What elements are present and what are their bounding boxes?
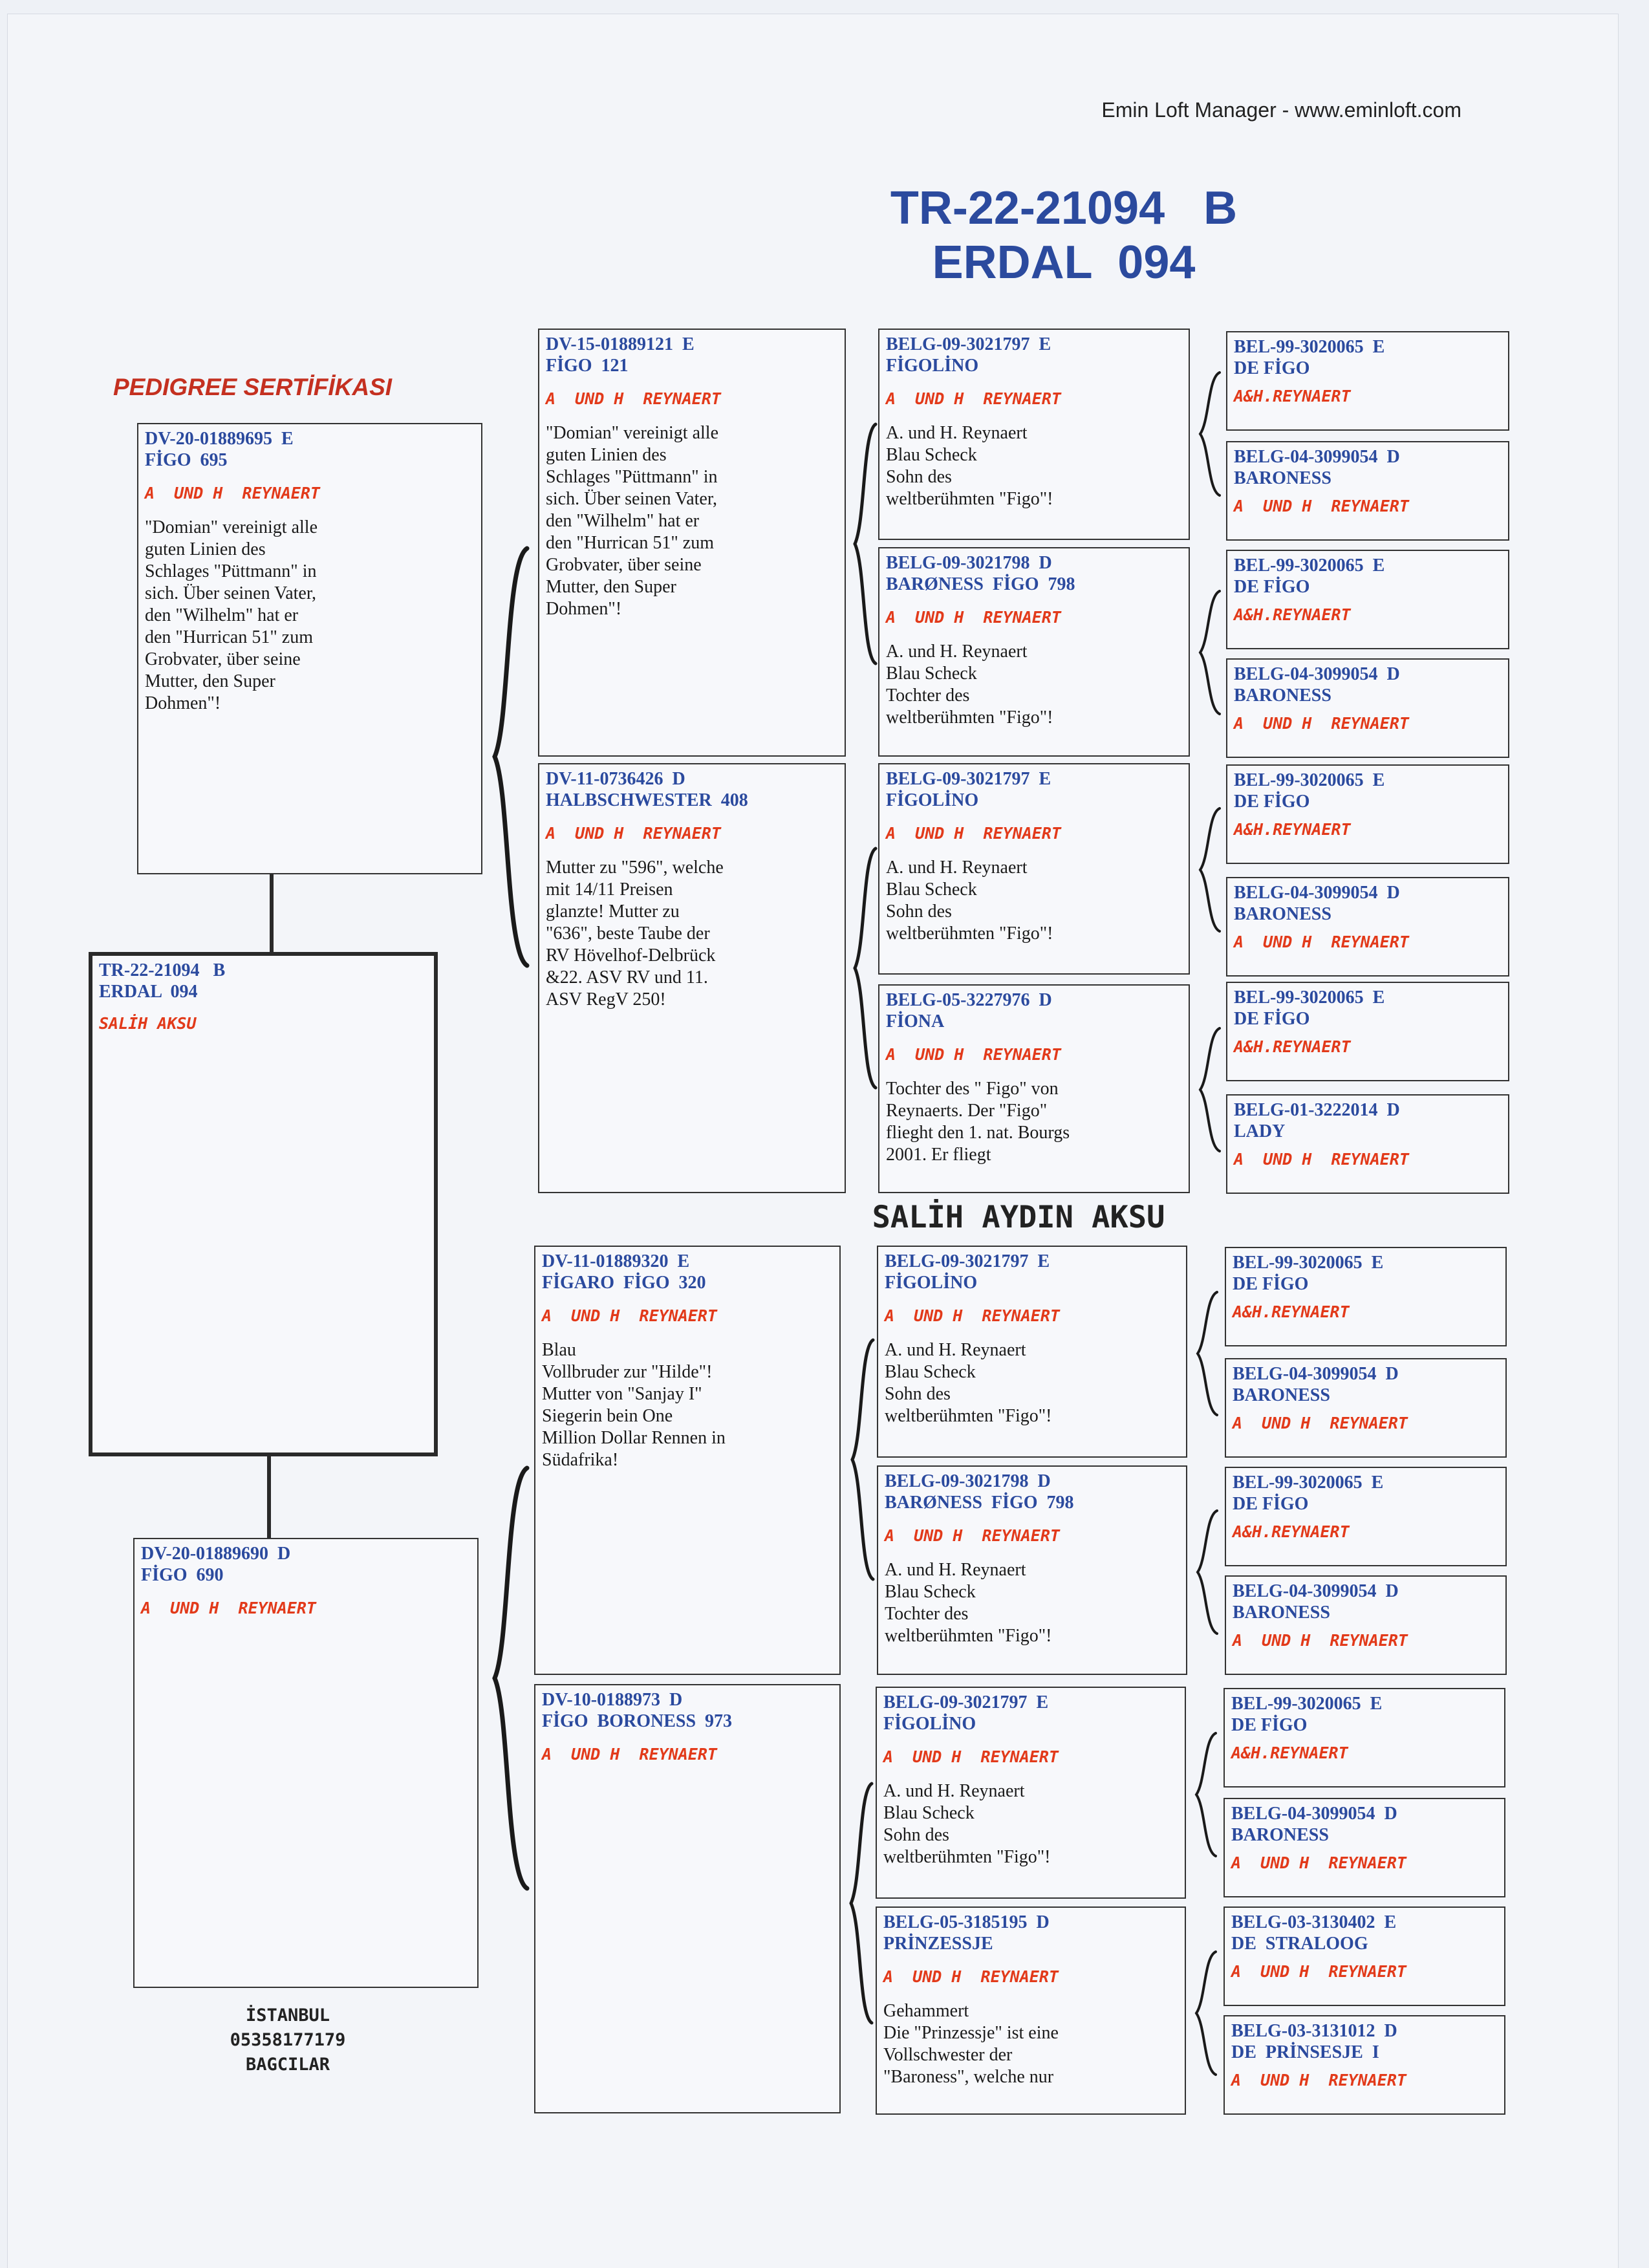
gen4-ring: BELG-03-3130402 E — [1231, 1912, 1397, 1932]
gen4-owner: A&H.REYNAERT — [1233, 1302, 1350, 1321]
gen4-ring: BEL-99-3020065 E — [1233, 1473, 1384, 1493]
gen4-ring: BELG-03-3131012 D — [1231, 2021, 1397, 2041]
gen4-box[interactable] — [1226, 550, 1509, 649]
gen4-owner: A UND H REYNAERT — [1234, 1150, 1409, 1169]
father-box[interactable] — [137, 423, 482, 874]
mother-name: FİGO 690 — [141, 1565, 224, 1585]
brace-great-grandparent — [1196, 808, 1222, 931]
great-grandparent-name: BARØNESS FİGO 798 — [885, 1493, 1074, 1513]
grandparent-box[interactable] — [534, 1684, 841, 2113]
great-grandparent-ring: BELG-09-3021798 D — [885, 1471, 1051, 1491]
mother-ring: DV-20-01889690 D — [141, 1544, 291, 1564]
gen4-name: DE FİGO — [1234, 577, 1310, 597]
subject-owner: SALİH AKSU — [99, 1014, 197, 1033]
great-grandparent-ring: BELG-05-3185195 D — [883, 1912, 1050, 1932]
gen4-name: DE FİGO — [1234, 358, 1310, 378]
gen4-ring: BEL-99-3020065 E — [1234, 337, 1385, 357]
great-grandparent-owner: A UND H REYNAERT — [886, 608, 1061, 627]
gen4-box[interactable] — [1223, 1798, 1505, 1897]
gen4-owner: A&H.REYNAERT — [1231, 1744, 1348, 1762]
brace-grandparent — [848, 1784, 874, 2023]
brace-great-grandparent — [1192, 1952, 1218, 2075]
great-grandparent-note: A. und H. Reynaert Blau Scheck Sohn des weltberühmten "Figo"! — [886, 858, 1053, 944]
great-grandparent-owner: A UND H REYNAERT — [885, 1306, 1060, 1325]
great-grandparent-note: A. und H. Reynaert Blau Scheck Sohn des weltberühmten "Figo"! — [885, 1340, 1052, 1426]
gen4-box[interactable] — [1226, 441, 1509, 541]
grandparent-box[interactable] — [534, 1246, 841, 1675]
great-grandparent-ring: BELG-05-3227976 D — [886, 990, 1052, 1010]
great-grandparent-owner: A UND H REYNAERT — [886, 1045, 1061, 1064]
gen4-owner: A&H.REYNAERT — [1234, 605, 1351, 624]
subject-name: ERDAL 094 — [99, 982, 198, 1002]
gen4-box[interactable] — [1225, 1575, 1507, 1675]
great-grandparent-note: A. und H. Reynaert Blau Scheck Sohn des weltberühmten "Figo"! — [886, 423, 1053, 509]
grandparent-owner: A UND H REYNAERT — [542, 1306, 717, 1325]
great-grandparent-box[interactable] — [877, 1246, 1187, 1458]
page-title — [805, 181, 1322, 290]
gen4-owner: A UND H REYNAERT — [1231, 2071, 1406, 2090]
gen4-name: BARONESS — [1231, 1825, 1329, 1845]
gen4-name: DE FİGO — [1234, 1009, 1310, 1029]
great-grandparent-ring: BELG-09-3021797 E — [886, 769, 1051, 789]
great-grandparent-owner: A UND H REYNAERT — [883, 1967, 1059, 1986]
brace-great-grandparent — [1196, 373, 1222, 495]
gen4-name: DE FİGO — [1234, 792, 1310, 812]
connector-line — [267, 1456, 271, 1539]
gen4-owner: A&H.REYNAERT — [1233, 1522, 1350, 1541]
gen4-owner: A UND H REYNAERT — [1231, 1962, 1406, 1981]
subject-ring: TR-22-21094 B — [99, 960, 226, 980]
grandparent-name: FİGO BORONESS 973 — [542, 1711, 733, 1731]
gen4-ring: BELG-04-3099054 D — [1233, 1581, 1399, 1601]
great-grandparent-owner: A UND H REYNAERT — [885, 1526, 1060, 1545]
grandparent-name: HALBSCHWESTER 408 — [546, 790, 748, 810]
breeder-contact — [200, 2003, 375, 2077]
gen4-ring: BELG-04-3099054 D — [1233, 1364, 1399, 1384]
gen4-name: DE FİGO — [1231, 1715, 1308, 1735]
brace-great-grandparent — [1192, 1733, 1218, 1856]
gen4-name: BARONESS — [1234, 468, 1331, 488]
great-grandparent-name: FİGOLİNO — [886, 356, 979, 376]
brace-mother — [491, 1468, 530, 1888]
gen4-box[interactable] — [1225, 1467, 1507, 1566]
gen4-name: DE FİGO — [1233, 1274, 1309, 1294]
gen4-ring: BEL-99-3020065 E — [1234, 556, 1385, 576]
gen4-box[interactable] — [1225, 1247, 1507, 1346]
father-owner: A UND H REYNAERT — [145, 484, 320, 502]
great-grandparent-owner: A UND H REYNAERT — [886, 389, 1061, 408]
grandparent-ring: DV-11-0736426 D — [546, 769, 685, 789]
gen4-owner: A&H.REYNAERT — [1234, 820, 1351, 839]
brace-grandparent — [852, 848, 878, 1088]
grandparent-box[interactable] — [538, 329, 846, 757]
gen4-box[interactable] — [1223, 1906, 1505, 2006]
gen4-box[interactable] — [1223, 2015, 1505, 2115]
subject-box[interactable] — [89, 952, 438, 1456]
gen4-name: DE PRİNSESJE I — [1231, 2042, 1379, 2062]
gen4-box[interactable] — [1226, 658, 1509, 758]
gen4-ring: BELG-04-3099054 D — [1234, 664, 1400, 684]
gen4-name: LADY — [1234, 1121, 1286, 1141]
grandparent-box[interactable] — [538, 763, 846, 1193]
great-grandparent-note: Gehammert Die "Prinzessje" ist eine Vollschwester der "Baroness", welche nur — [883, 2001, 1059, 2087]
great-grandparent-name: FİGOLİNO — [886, 790, 979, 810]
grandparent-name: FİGARO FİGO 320 — [542, 1273, 706, 1293]
contact-phone: 05358177179 — [230, 2030, 346, 2050]
grandparent-note: Blau Vollbruder zur "Hilde"! Mutter von "Sanjay I" Siegerin bein One Million Dollar Rennen in Südafrika! — [542, 1340, 726, 1470]
gen4-ring: BELG-04-3099054 D — [1234, 447, 1400, 467]
gen4-box[interactable] — [1225, 1358, 1507, 1458]
great-grandparent-box[interactable] — [878, 329, 1190, 540]
great-grandparent-name: FİONA — [886, 1011, 945, 1031]
brace-great-grandparent — [1194, 1292, 1220, 1415]
great-grandparent-ring: BELG-09-3021797 E — [886, 334, 1051, 354]
breeder-name: SALİH AYDIN AKSU — [872, 1200, 1165, 1235]
gen4-owner: A UND H REYNAERT — [1233, 1414, 1408, 1432]
grandparent-name: FİGO 121 — [546, 356, 629, 376]
father-note: "Domian" vereinigt alle guten Linien des Schlages "Püttmann" in sich. Über seinen Vater, den "Wilhelm" hat er den "Hurrican 51" zum Grobvater, über seine Mutter, den Super Dohmen"! — [145, 517, 318, 713]
gen4-ring: BEL-99-3020065 E — [1231, 1694, 1383, 1714]
gen4-name: BARONESS — [1234, 686, 1331, 706]
great-grandparent-box[interactable] — [876, 1906, 1186, 2115]
grandparent-ring: DV-10-0188973 D — [542, 1690, 683, 1710]
great-grandparent-box[interactable] — [876, 1687, 1186, 1899]
gen4-name: DE STRALOOG — [1231, 1934, 1368, 1954]
connector-line — [270, 874, 274, 955]
gen4-name: DE FİGO — [1233, 1494, 1309, 1514]
gen4-box[interactable] — [1226, 982, 1509, 1081]
great-grandparent-ring: BELG-09-3021798 D — [886, 553, 1052, 573]
grandparent-owner: A UND H REYNAERT — [546, 824, 721, 843]
grandparent-note: Mutter zu "596", welche mit 14/11 Preisen glanzte! Mutter zu "636", beste Taube der RV Hövelhof-Delbrück &22. ASV RV und 11. ASV RegV 250! — [546, 858, 724, 1010]
gen4-box[interactable] — [1226, 877, 1509, 977]
gen4-owner: A UND H REYNAERT — [1234, 714, 1409, 733]
brace-grandparent — [850, 1340, 876, 1579]
gen4-ring: BEL-99-3020065 E — [1234, 988, 1385, 1008]
gen4-ring: BELG-01-3222014 D — [1234, 1100, 1400, 1120]
father-name: FİGO 695 — [145, 450, 228, 470]
gen4-owner: A&H.REYNAERT — [1234, 1037, 1351, 1056]
great-grandparent-box[interactable] — [878, 984, 1190, 1193]
grandparent-ring: DV-15-01889121 E — [546, 334, 695, 354]
great-grandparent-box[interactable] — [878, 547, 1190, 757]
grandparent-owner: A UND H REYNAERT — [542, 1745, 717, 1764]
gen4-box[interactable] — [1226, 331, 1509, 431]
great-grandparent-box[interactable] — [878, 763, 1190, 975]
title-ring: TR-22-21094 B — [890, 182, 1238, 234]
great-grandparent-note: A. und H. Reynaert Blau Scheck Tochter des weltberühmten "Figo"! — [885, 1560, 1052, 1646]
mother-box[interactable] — [133, 1538, 479, 1988]
gen4-ring: BELG-04-3099054 D — [1231, 1804, 1397, 1824]
brace-father — [491, 548, 530, 966]
gen4-name: BARONESS — [1233, 1603, 1330, 1623]
mother-owner: A UND H REYNAERT — [141, 1599, 316, 1617]
gen4-ring: BEL-99-3020065 E — [1234, 770, 1385, 790]
gen4-box[interactable] — [1223, 1688, 1505, 1787]
great-grandparent-note: A. und H. Reynaert Blau Scheck Tochter des weltberühmten "Figo"! — [886, 642, 1053, 728]
great-grandparent-ring: BELG-09-3021797 E — [883, 1692, 1049, 1712]
gen4-ring: BELG-04-3099054 D — [1234, 883, 1400, 903]
certificate-title: PEDIGREE SERTİFİKASI — [113, 374, 393, 400]
gen4-owner: A UND H REYNAERT — [1234, 497, 1409, 515]
great-grandparent-box[interactable] — [877, 1465, 1187, 1675]
software-header: Emin Loft Manager - www.eminloft.com — [1101, 98, 1461, 122]
great-grandparent-note: A. und H. Reynaert Blau Scheck Sohn des weltberühmten "Figo"! — [883, 1781, 1051, 1867]
gen4-owner: A UND H REYNAERT — [1233, 1631, 1408, 1650]
gen4-owner: A UND H REYNAERT — [1234, 933, 1409, 951]
contact-city: İSTANBUL — [245, 2005, 330, 2025]
grandparent-note: "Domian" vereinigt alle guten Linien des Schlages "Püttmann" in sich. Über seinen Vater, den "Wilhelm" hat er den "Hurrican 51" zum Grobvater, über seine Mutter, den Super Dohmen"! — [546, 423, 718, 619]
great-grandparent-owner: A UND H REYNAERT — [883, 1747, 1059, 1766]
title-name: ERDAL 094 — [932, 237, 1196, 288]
great-grandparent-owner: A UND H REYNAERT — [886, 824, 1061, 843]
great-grandparent-note: Tochter des " Figo" von Reynaerts. Der "Figo" flieght den 1. nat. Bourgs 2001. Er fliegt — [886, 1079, 1070, 1165]
brace-grandparent — [852, 424, 878, 664]
great-grandparent-ring: BELG-09-3021797 E — [885, 1251, 1050, 1271]
grandparent-ring: DV-11-01889320 E — [542, 1251, 690, 1271]
brace-great-grandparent — [1196, 591, 1222, 714]
gen4-box[interactable] — [1226, 1094, 1509, 1194]
gen4-name: BARONESS — [1234, 904, 1331, 924]
brace-great-grandparent — [1194, 1511, 1220, 1634]
gen4-owner: A UND H REYNAERT — [1231, 1853, 1406, 1872]
great-grandparent-name: BARØNESS FİGO 798 — [886, 574, 1075, 594]
gen4-box[interactable] — [1226, 764, 1509, 864]
gen4-name: BARONESS — [1233, 1385, 1330, 1405]
grandparent-owner: A UND H REYNAERT — [546, 389, 721, 408]
contact-district: BAGCILAR — [245, 2055, 330, 2075]
father-ring: DV-20-01889695 E — [145, 429, 294, 449]
gen4-ring: BEL-99-3020065 E — [1233, 1253, 1384, 1273]
great-grandparent-name: FİGOLİNO — [885, 1273, 978, 1293]
brace-great-grandparent — [1196, 1028, 1222, 1151]
great-grandparent-name: PRİNZESSJE — [883, 1934, 993, 1954]
gen4-owner: A&H.REYNAERT — [1234, 387, 1351, 405]
great-grandparent-name: FİGOLİNO — [883, 1714, 976, 1734]
